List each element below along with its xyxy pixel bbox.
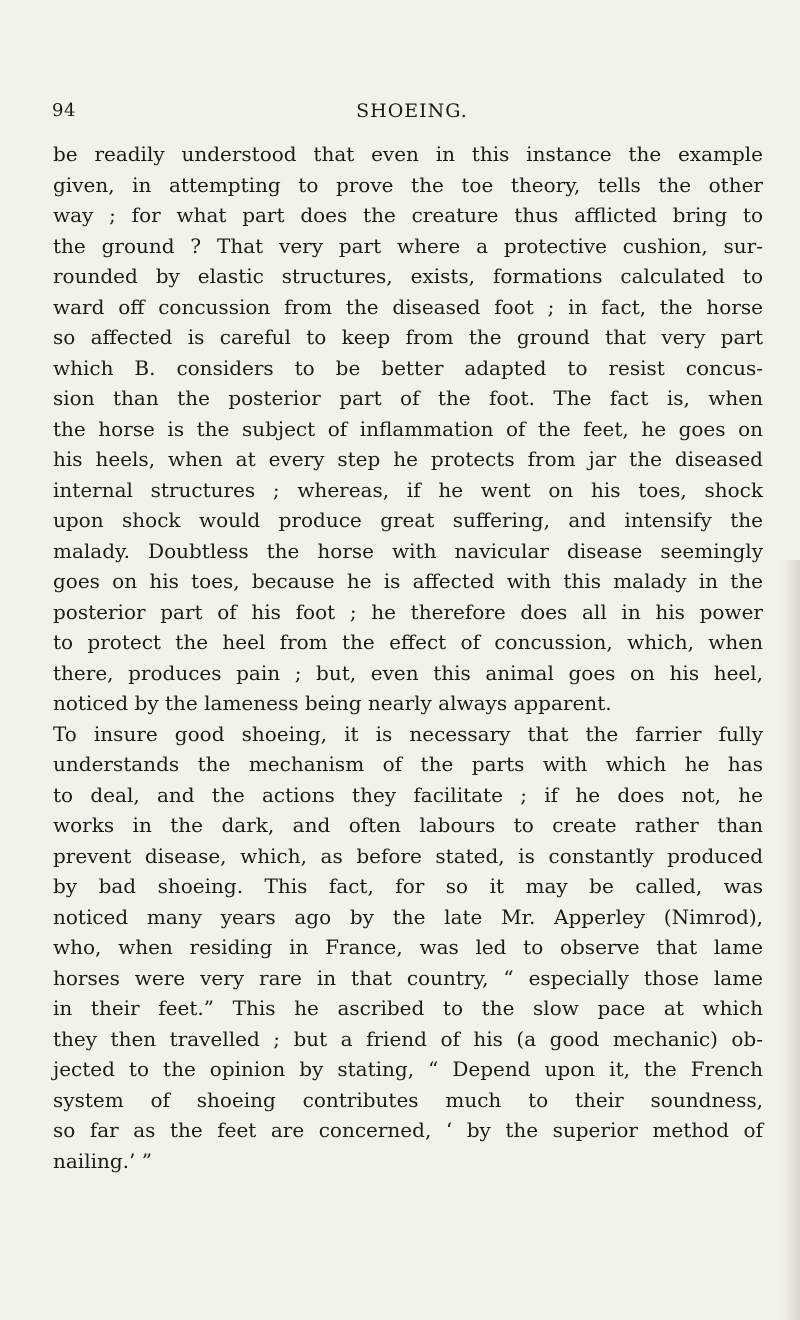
text-line: prevent disease, which, as before stated, is constantly produced [53, 843, 763, 868]
text-line: who, when residing in France, was led to observe that lame [53, 935, 763, 959]
text-line: noticed many years ago by the late Mr. Apperley (Nimrod), [53, 904, 763, 929]
text-line: so affected is careful to keep from the ground that very part [53, 325, 763, 349]
text-line: understands the mechanism of the parts with which he has [53, 752, 763, 776]
text-line: horses were very rare in that country, “ especially those lame [53, 965, 763, 990]
text-line: nailing.’ ” [53, 1148, 152, 1173]
page-header [52, 100, 772, 130]
text-line: the ground ? That very part where a protective cushion, sur- [53, 233, 763, 258]
text-line: jected to the opinion by stating, “ Depend upon it, the French [53, 1057, 763, 1081]
text-line: system of shoeing contributes much to their soundness, [53, 1087, 763, 1112]
text-line: be readily understood that even in this instance the example [53, 142, 763, 166]
page-number: 94 [52, 100, 76, 121]
text-line: in their feet.” This he ascribed to the slow pace at which [53, 996, 763, 1020]
text-line: to deal, and the actions they facilitate ; if he does not, he [53, 782, 763, 807]
text-line: ward off concussion from the diseased foot ; in fact, the horse [53, 294, 763, 319]
text-line: internal structures ; whereas, if he went on his toes, shock [53, 477, 763, 502]
text-line: goes on his toes, because he is affected with this malady in the [53, 569, 763, 593]
text-line: To insure good shoeing, it is necessary that the farrier fully [53, 721, 763, 746]
text-line: by bad shoeing. This fact, for so it may be called, was [53, 874, 763, 898]
text-line: to protect the heel from the effect of concussion, which, when [53, 630, 763, 654]
text-line: they then travelled ; but a friend of his (a good mechanic) ob- [53, 1026, 763, 1051]
text-line: posterior part of his foot ; he therefore does all in his power [53, 599, 763, 624]
text-line: sion than the posterior part of the foot. The fact is, when [53, 386, 763, 410]
text-line: malady. Doubtless the horse with navicular disease seemingly [53, 538, 763, 563]
page-edge-shadow [782, 560, 800, 1320]
text-line: noticed by the lameness being nearly always apparent. [53, 691, 612, 715]
text-line: rounded by elastic structures, exists, formations calculated to [53, 264, 763, 288]
text-line: there, produces pain ; but, even this animal goes on his heel, [53, 660, 763, 685]
text-line: works in the dark, and often labours to create rather than [53, 813, 763, 837]
text-line: upon shock would produce great suffering, and intensify the [53, 508, 763, 532]
text-line: way ; for what part does the creature thus afflicted bring to [53, 203, 763, 227]
text-line: which B. considers to be better adapted to resist concus- [53, 355, 763, 380]
body-text [53, 139, 763, 1176]
text-line: given, in attempting to prove the toe theory, tells the other [53, 172, 763, 197]
text-line: his heels, when at every step he protects from jar the diseased [53, 447, 763, 471]
running-head: SHOEING. [356, 100, 468, 122]
text-line: so far as the feet are concerned, ‘ by the superior method of [53, 1118, 763, 1142]
text-line: the horse is the subject of inflammation of the feet, he goes on [53, 416, 763, 441]
